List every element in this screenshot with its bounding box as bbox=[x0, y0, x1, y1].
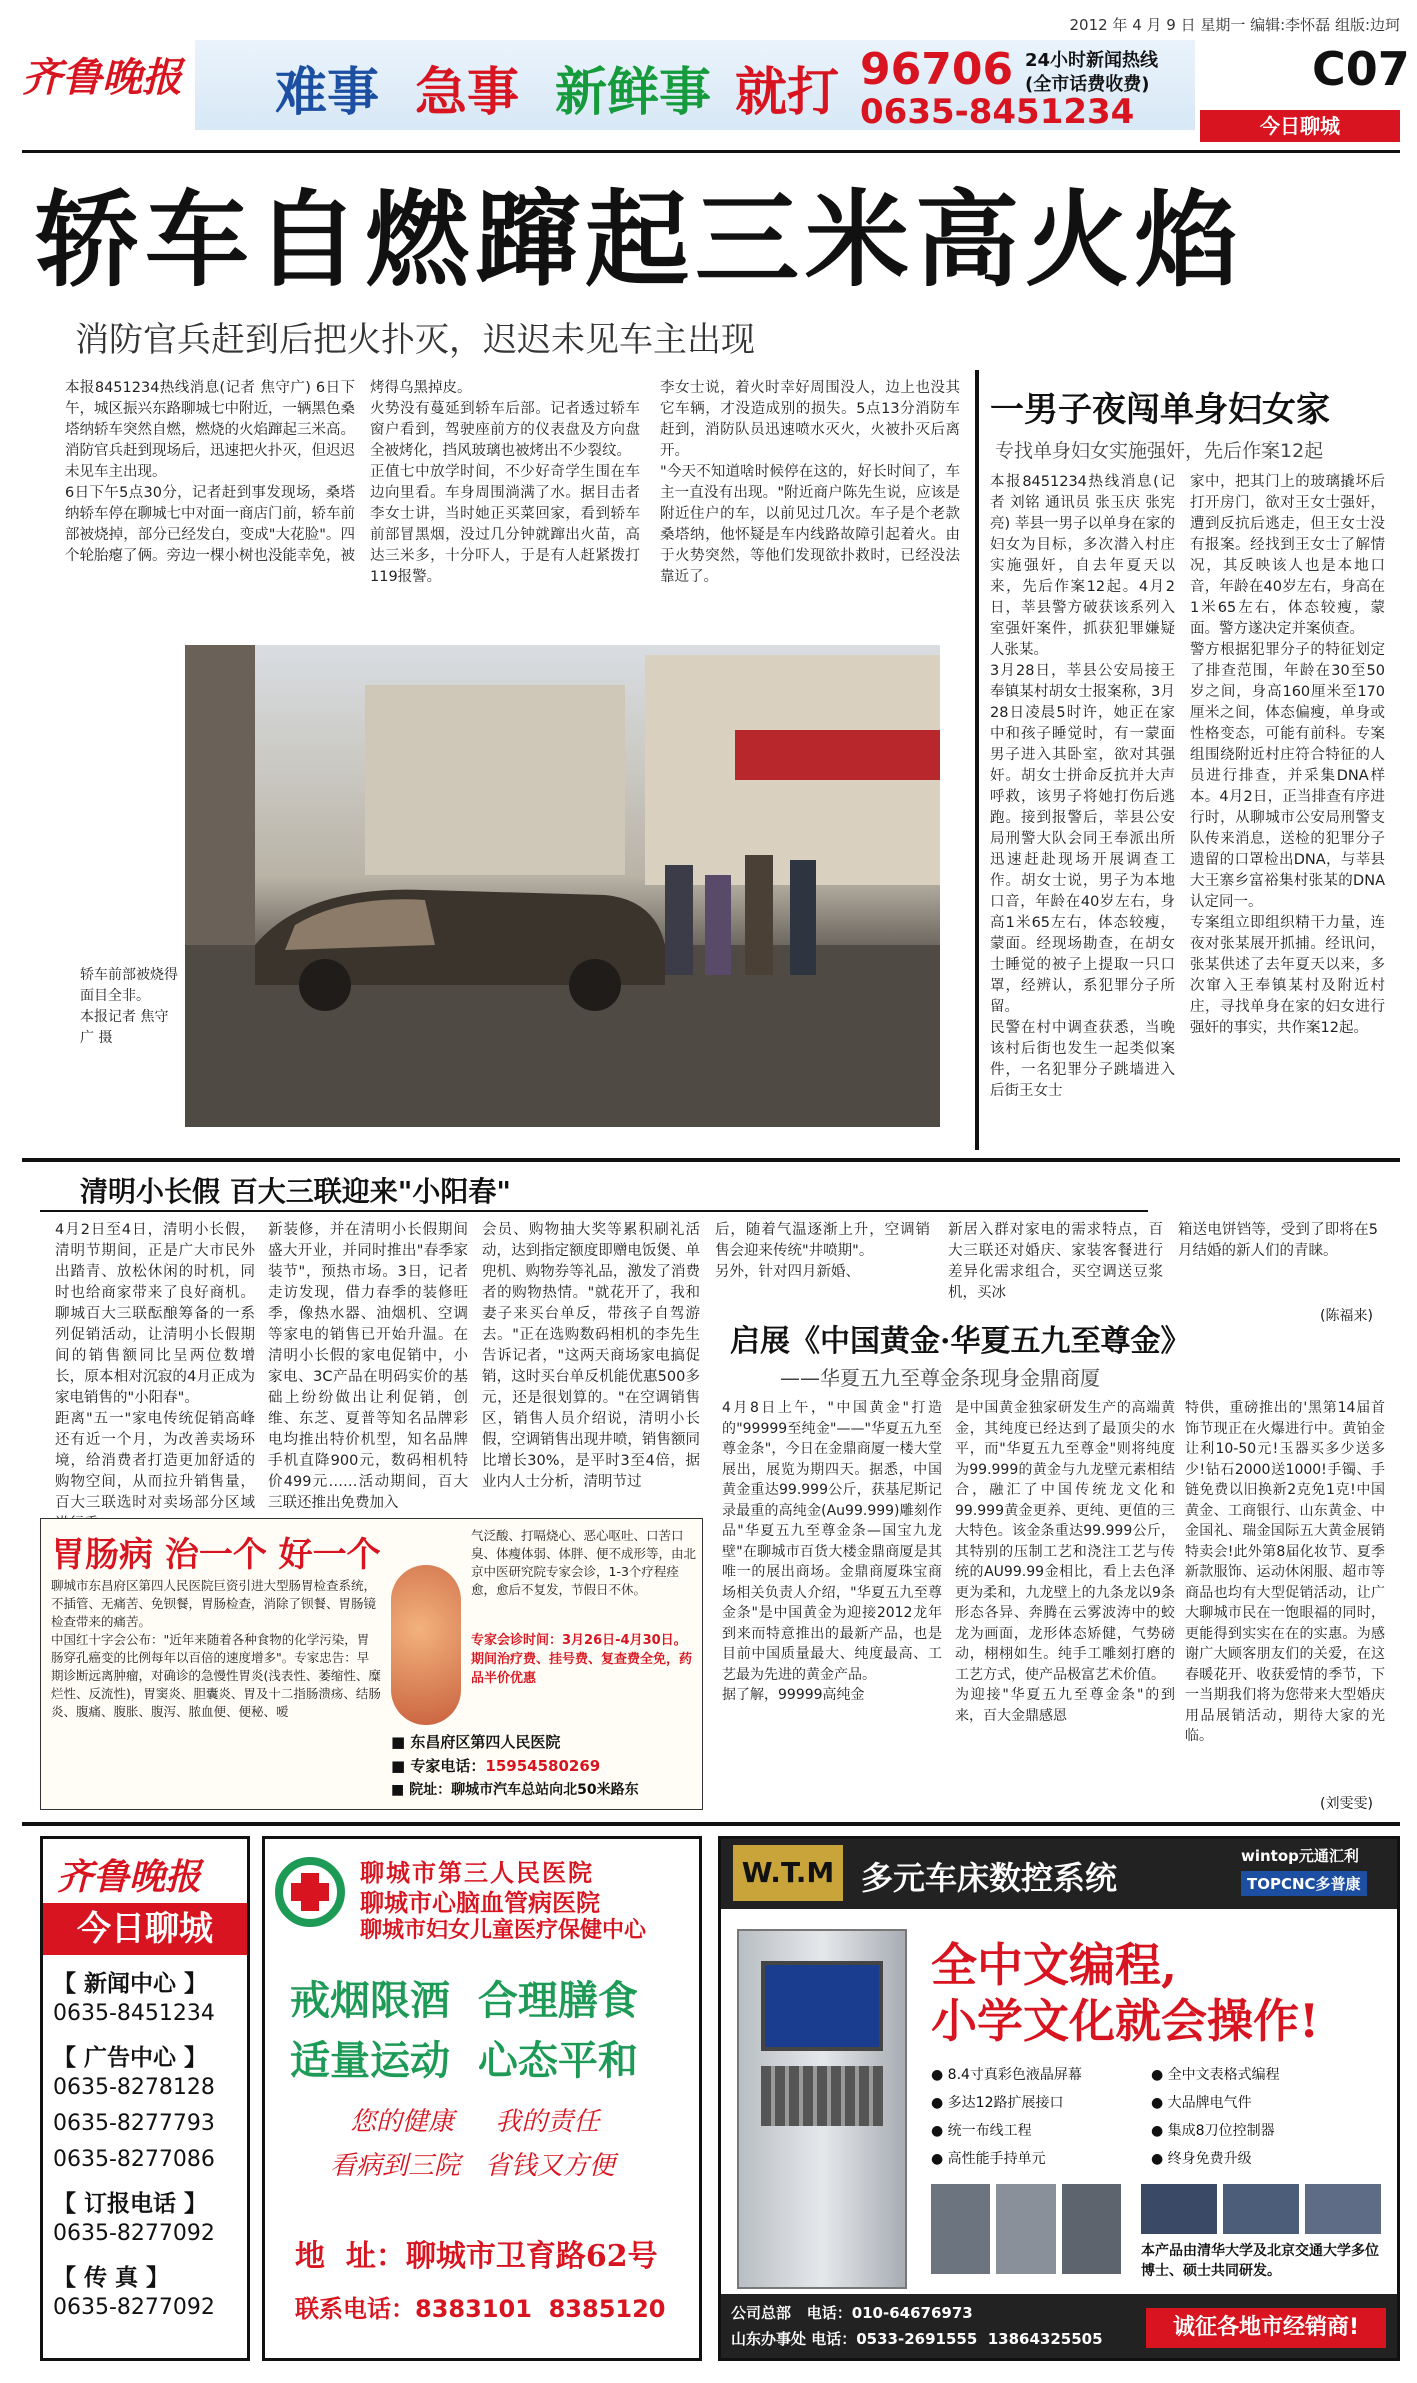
lead-col-2: 烤得乌黑掉皮。 火势没有蔓延到轿车后部。记者透过轿车窗户看到，驾驶座前方的仪表盘及方向盘全被烤化，挡风玻璃也被烤出不少裂纹。 正值七中放学时间，不少好奇学生围在车边向里看。车身周围淌满了水。据目击者李女士讲，当时她正买菜回家，看到轿车前部冒黑烟，没过几分钟就蹿出火苗，高达三米多，十分吓人，于是有人赶紧拨打119报警。 bbox=[370, 380, 640, 585]
qingming-byline: (陈福来) bbox=[1320, 1308, 1373, 1324]
cnc-device-gallery bbox=[1141, 2184, 1381, 2234]
qingming-header bbox=[40, 1168, 1148, 1212]
lead-col-3: 李女士说，着火时幸好周围没人，边上也没其它车辆，才没造成别的损失。5点13分消防车赶到，消防队员迅速喷水灭火，火被扑灭后离开。 "今天不知道啥时候停在这的，好长时间了，车主一直没有出现。"附近商户陈先生说，应该是附近住户的车，以前见过几次。车子是个老款桑塔纳，他怀疑是车内线路故障引起着火。由于火势突然，等他们发现欲扑救时，已经没法靠近了。 bbox=[660, 380, 960, 585]
cnc-feature-text: 高性能手持单元 bbox=[947, 2151, 1046, 2167]
header-rule bbox=[22, 150, 1400, 153]
cnc-screen bbox=[761, 1961, 883, 2051]
qingming-headline: 清明小长假 百大三联迎来"小阳春" bbox=[80, 1175, 511, 1208]
stomach-ad-consult: 专家会诊时间：3月26日-4月30日。期间治疗费、挂号费、复查费全免，药品半价优惠 bbox=[471, 1633, 693, 1686]
hospital-name-2: 聊城市心脑血管病医院 bbox=[360, 1888, 600, 1917]
cnc-feature-text: 8.4寸真彩色液晶屏幕 bbox=[947, 2067, 1082, 2083]
stomach-ad-phone-row: ■ 专家电话：15954580269 bbox=[391, 1757, 601, 1775]
slogan-2: 急事 bbox=[415, 63, 520, 123]
section-tag: 今日聊城 bbox=[1200, 110, 1400, 142]
cnc-feature-text: 统一布线工程 bbox=[947, 2123, 1032, 2139]
date-line: 2012 年 4 月 9 日 星期一 编辑:李怀磊 组版:边珂 bbox=[1069, 16, 1400, 34]
slogan-1: 难事 bbox=[275, 63, 380, 123]
photo-caption: 轿车前部被烧得面目全非。 本报记者 焦守广 摄 bbox=[80, 967, 178, 1046]
cnc-hq-phone: 电话：010-64676973 bbox=[806, 2304, 973, 2322]
qingming-col-6: 箱送电饼铛等，受到了即将在5月结婚的新人们的青睐。 bbox=[1178, 1222, 1378, 1259]
cnc-feature: ● 集成8刀位控制器 bbox=[1151, 2123, 1275, 2139]
cross-horizontal bbox=[291, 1883, 329, 1901]
cnc-feature-text: 集成8刀位控制器 bbox=[1167, 2123, 1275, 2139]
gold-headline: 启展《中国黄金·华夏五九至尊金》 bbox=[730, 1324, 1191, 1359]
hospital-slogan-2: 适量运动 心态平和 bbox=[290, 2037, 638, 2084]
subscription-label: 【 订报电话 】 bbox=[53, 2191, 208, 2217]
gold-col-2: 是中国黄金独家研发生产的高端黄金，其纯度已经达到了最顶尖的水平，而"华夏五九至尊金"则将纯度为99.999的黄金与九龙壁元素相结合，融汇了中国传统龙文化和99.999黄金更养、更纯、更值的三大特色。该金条重达99.999公斤，其特别的压制工艺和浇注工艺与传统的AU99.99金相比，看上去色泽更为柔和，九龙壁上的九条龙以9条形态各异、奔腾在云雾波涛中的蛟龙为画面，龙形体态矫健，气势磅动，栩栩如生。纯手工雕刻打磨的工艺方式，使产品极富艺术价值。 为迎接"华夏五九至尊金条"的到来，百大金鼎感恩 bbox=[955, 1400, 1175, 1724]
stomach-ad-symptoms: 气泛酸、打嗝烧心、恶心呕吐、口苦口臭、体瘦体弱、体胖、便不成形等，由北京中医研究院专家会诊，1-3个疗程痊愈，愈后不复发，节假日不休。 bbox=[471, 1528, 697, 1597]
stomach-ad-hospital: ■ 东昌府区第四人民医院 bbox=[391, 1733, 561, 1751]
contact-box bbox=[40, 1836, 250, 2361]
hospital-logo-icon bbox=[275, 1857, 345, 1927]
page-header bbox=[0, 0, 1417, 160]
cnc-feature: ● 8.4寸真彩色液晶屏幕 bbox=[931, 2067, 1082, 2083]
lead-subhead: 消防官兵赶到后把火扑灭，迟迟未见车主出现 bbox=[75, 320, 755, 360]
hotline-note-1: 24小时新闻热线 bbox=[1025, 50, 1159, 71]
cnc-features-left bbox=[931, 2061, 1082, 2173]
cnc-partner-2: TOPCNC多普康 bbox=[1241, 1871, 1367, 1896]
hospital-tag-1: 您的健康 我的责任 bbox=[350, 2107, 600, 2137]
lead-bottom-rule bbox=[22, 1158, 1400, 1162]
cnc-part-photo bbox=[1062, 2184, 1121, 2274]
building-left bbox=[365, 685, 625, 875]
hospital-name-3: 聊城市妇女儿童医疗保健中心 bbox=[360, 1917, 647, 1943]
stomach-ad-hospital-name: 东昌府区第四人民医院 bbox=[410, 1733, 561, 1751]
stomach-ad-address: 聊城市汽车总站向北50米路东 bbox=[451, 1782, 639, 1798]
hospital-phone: 8383101 8385120 bbox=[415, 2295, 666, 2323]
gold-col-3: 特供，重磅推出的'黑第14届首饰节现正在火爆进行中。黄铂金让利10-50元!玉器买多少送多少!钻石2000送1000!手镯、手链免费以旧换新2克免1克!中国黄金、工商银行、山东黄金、中金国礼、瑞金国际五大黄金展销特卖会!此外第8届化妆节、夏季新款服饰、运动休闲服、超市等商品也均有大型促销活动，让广大聊城市民在一饱眼福的同时，更能得到实实在在的实惠。为感谢广大顾客朋友们的关爱，在这春暖花开、收获爱情的季节，下一当期我们将为您带来大型婚庆用品展销活动，期待大家的光临。 bbox=[1185, 1400, 1385, 1744]
cnc-part-photo bbox=[996, 2184, 1055, 2274]
stomach-ad-address-label: 院址： bbox=[409, 1782, 452, 1798]
cnc-features-right bbox=[1151, 2061, 1280, 2173]
slogan-3: 新鲜事 bbox=[555, 63, 712, 123]
lead-col-1: 本报8451234热线消息(记者 焦守广) 6日下午，城区振兴东路聊城七中附近，一辆黑色桑塔纳轿车突然自燃，燃烧的火焰蹿起三米高。消防官兵赶到现场后，迅速把火扑灭，但迟迟未见车主出现。 6日下午5点30分，记者赶到事发现场，桑塔纳轿车停在聊城七中对面一商店门前，轿车前部被烧掉，部分已经发白，变成"大花脸"。四个轮胎瘪了俩。旁边一棵小树也没能幸免，被 bbox=[65, 380, 355, 564]
paper-name: 齐鲁晚报 bbox=[22, 54, 182, 101]
cnc-part-photo bbox=[931, 2184, 990, 2274]
qingming-col-3: 会员、购物抽大奖等累积刷礼活动，达到指定额度即赠电饭煲、单兜机、购物券等礼品，激发了消费者的购物热情。"就花开了，我和妻子来买台单反，带孩子自驾游去。"正在选购数码相机的李先生告诉记者，"这两天商场家电搞促销，这时买台单反机能优惠500多元，还是很划算的。"在空调销售区，销售人员介绍说，清明小长假，空调销售出现井喷，销售额同比增长30%，是平时3至4倍，据业内人士分析，清明节过 bbox=[482, 1222, 700, 1490]
cnc-feature-text: 全中文表格式编程 bbox=[1167, 2067, 1280, 2083]
cnc-parts-gallery bbox=[931, 2184, 1121, 2274]
ad-center-label: 【 广告中心 】 bbox=[53, 2045, 208, 2071]
news-center-phone: 0635-8451234 bbox=[53, 2001, 215, 2026]
cnc-sd-label: 山东办事处 bbox=[731, 2330, 807, 2348]
cnc-research-note: 本产品由清华大学及北京交通大学多位博士、硕士共同研发。 bbox=[1141, 2243, 1379, 2279]
cnc-sd-phone: 电话：0533-2691555 13864325505 bbox=[811, 2330, 1103, 2348]
slogan-4: 就打 bbox=[735, 63, 840, 123]
cnc-feature: ● 高性能手持单元 bbox=[931, 2151, 1046, 2167]
person-4 bbox=[790, 860, 816, 975]
cnc-feature: ● 统一布线工程 bbox=[931, 2123, 1032, 2139]
stomach-ad-address-row: ■ 院址：聊城市汽车总站向北50米路东 bbox=[391, 1782, 639, 1798]
ad-phone-2: 0635-8277793 bbox=[53, 2111, 215, 2136]
hospital-address: 聊城市卫育路62号 bbox=[405, 2239, 658, 2274]
gold-col-1: 4月8日上午，"中国黄金"打造的"99999至纯金"——"华夏五九至尊金条"，今日在金鼎商厦一楼大堂展出，展览为期四天。据悉，中国黄金重达99.999公斤，获基尼斯记录最重的高纯金(Au99.999)雕刻作品"华夏五九至尊金条—国宝九龙壁"在聊城市百货大楼金鼎商厦是其唯一的展出商场。金鼎商厦珠宝商场相关负责人介绍，"华夏五九至尊金条"是中国黄金为迎接2012龙年到来而特意推出的最新产品，也是目前中国质量最大、纯度最高、工艺最为先进的黄金产品。 据了解，99999高纯金 bbox=[722, 1400, 942, 1703]
hotline-short: 96706 bbox=[860, 44, 1014, 95]
side-col-2: 家中，把其门上的玻璃撬坏后打开房门，欲对王女士强奸，遭到反抗后逃走，但王女士没有报案。经找到王女士了解情况，其反映该人也是本地口音，年龄在40岁左右，身高在1米65左右，体态较瘦，蒙面。警方遂决定并案侦查。 警方根据犯罪分子的特征划定了排查范围，年龄在30至50岁之间，身高160厘米至170厘米之间，体态偏瘦，单身或性格变态，可能有前科。专案组围绕附近村庄符合特征的人员进行排查，并采集DNA样本。4月2日，正当排查有序进行时，从聊城市公安局刑警支队传来消息，送检的犯罪分子遗留的口罩检出DNA，与莘县大王寨乡富裕集村张某的DNA认定同一。 专案组立即组织精干力量，连夜对张某展开抓捕。经讯问，张某供述了去年夏天以来，多次窜入王奉镇某村及附近村庄，寻找单身在家的妇女进行强奸的事实，共作案12起。 bbox=[1190, 474, 1385, 1036]
lead-headline: 轿车自燃蹿起三米高火焰 bbox=[35, 178, 1246, 301]
cnc-brand: W.T.M bbox=[733, 1845, 843, 1901]
side-col-1: 本报8451234热线消息(记者 刘铭 通讯员 张玉庆 张宪亮) 莘县一男子以单身在家的妇女为目标，多次潜入村庄实施强奸，自去年夏天以来，先后作案12起。4月2日，莘县警方破获该系列入室强奸案件，抓获犯罪嫌疑人张某。 3月28日，莘县公安局接王奉镇某村胡女士报案称，3月28日凌晨5时许，她正在家中和孩子睡觉时，有一蒙面男子进入其卧室，欲对其强奸。胡女士拼命反抗并大声呼救，该男子将她打伤后逃跑。接到报警后，莘县公安局刑警大队会同王奉派出所迅速赶赴现场开展调查工作。胡女士说，男子为本地口音，年龄在40岁左右，身高1米65左右，体态较瘦，蒙面。经现场勘查，在胡女士睡觉的被子上提取一只口罩，经辨认，系犯罪分子所留。 民警在村中调查获悉，当晚该村后街也发生一起类似案件，一名犯罪分子跳墙进入后街王女士 bbox=[990, 474, 1175, 1099]
fax-phone: 0635-8277092 bbox=[53, 2295, 215, 2320]
person-3 bbox=[745, 855, 773, 975]
stomach-ad-text-1: 聊城市东昌府区第四人民医院巨资引进大型肠胃检查系统，不插管、无痛苦、免钡餐，胃肠检查，消除了钡餐、胃肠镜检查带来的痛苦。 bbox=[51, 1578, 377, 1629]
shop-sign bbox=[735, 730, 940, 780]
cnc-partner-1: wintop元通汇利 bbox=[1241, 1847, 1359, 1865]
qingming-col-4: 后，随着气温逐渐上升，空调销售会迎来传统"井喷期"。 另外，针对四月新婚、 bbox=[715, 1222, 930, 1280]
ad-phone-3: 0635-8277086 bbox=[53, 2147, 215, 2172]
cnc-ad-footer bbox=[721, 2294, 1397, 2358]
stomach-ad-text-2: 中国红十字会公布："近年来随着各种食物的化学污染，胃肠穿孔癌变的比例每年以百倍的速度增多"。专家忠告：早期诊断远离肿瘤，对确诊的急慢性胃炎(浅表性、萎缩性、糜烂性、反流性)，胃窦炎、胆囊炎、胃及十二指肠溃疡、结肠炎、腹痛、腹胀、腹泻、脓血便、便秘、嗳 bbox=[51, 1632, 381, 1719]
burned-car-illustration bbox=[185, 645, 940, 1127]
qingming-col-5: 新居入群对家电的需求特点，百大三联还对婚庆、家装客餐进行差异化需求组合，买空调送豆浆机，买冰 bbox=[948, 1222, 1163, 1301]
subscription-phone: 0635-8277092 bbox=[53, 2221, 215, 2246]
cnc-machine-image bbox=[737, 1929, 907, 2289]
gold-subhead: ——华夏五九至尊金条现身金鼎商厦 bbox=[780, 1366, 1100, 1390]
hotline-full: 0635-8451234 bbox=[860, 92, 1135, 132]
burned-car-photo bbox=[185, 645, 940, 1127]
cnc-headline-2: 小学文化就会操作! bbox=[931, 1994, 1320, 2048]
cnc-sd-row bbox=[731, 2328, 1103, 2349]
hospital-phone-label: 联系电话： bbox=[295, 2295, 415, 2323]
cnc-headline-1: 全中文编程, bbox=[931, 1938, 1178, 1992]
person-1 bbox=[665, 865, 693, 975]
cnc-keypad bbox=[761, 2066, 883, 2126]
hospital-address-label: 地 址： bbox=[295, 2239, 406, 2274]
side-headline: 一男子夜闯单身妇女家 bbox=[990, 390, 1330, 430]
cnc-dealers-wanted: 诚征各地市经销商! bbox=[1146, 2308, 1386, 2348]
hospital-tag-2: 看病到三院 省钱又方便 bbox=[330, 2151, 615, 2181]
cnc-feature: ● 大品牌电气件 bbox=[1151, 2095, 1252, 2111]
cnc-feature-text: 多达12路扩展接口 bbox=[947, 2095, 1064, 2111]
cnc-title: 多元车床数控系统 bbox=[861, 1859, 1118, 1897]
qingming-col-1: 4月2日至4日，清明小长假，清明节期间，正是广大市民外出踏青、放松休闲的时机，同时也给商家带来了良好商机。聊城百大三联酝酿筹备的一系列促销活动，让清明小长假期间的销售额同比呈两位数增长，原本相对沉寂的4月正成为家电销售的"小阳春"。 距离"五一"家电传统促销高峰还有近一个月，为改善卖场环境，给消费者打造更加舒适的购物空间，从而拉升销售量，百大三联选时对卖场部分区域 bbox=[55, 1222, 255, 1511]
hospital-address-row bbox=[295, 2231, 658, 2275]
hotline-note-2: (全市话费收费) bbox=[1025, 74, 1150, 95]
page-code: C07 bbox=[1312, 42, 1410, 96]
cnc-feature: ● 多达12路扩展接口 bbox=[931, 2095, 1064, 2111]
cnc-device-photo bbox=[1223, 2184, 1299, 2234]
cnc-feature-text: 大品牌电气件 bbox=[1167, 2095, 1252, 2111]
stomach-ad-title: 胃肠病 治一个 好一个 bbox=[51, 1535, 381, 1575]
ads-top-rule bbox=[22, 1822, 1400, 1826]
person-2 bbox=[705, 875, 731, 975]
cnc-feature: ● 终身免费升级 bbox=[1151, 2151, 1252, 2167]
stomach-organ-icon bbox=[391, 1565, 461, 1725]
side-subhead: 专找单身妇女实施强奸，先后作案12起 bbox=[995, 440, 1324, 462]
news-center-label: 【 新闻中心 】 bbox=[53, 1971, 208, 1997]
stomach-ad bbox=[40, 1518, 703, 1810]
stomach-ad-phone: 15954580269 bbox=[485, 1757, 601, 1775]
cnc-ad bbox=[718, 1836, 1400, 2361]
cnc-hq-label: 公司总部 bbox=[731, 2304, 792, 2322]
cnc-feature: ● 全中文表格式编程 bbox=[1151, 2067, 1280, 2083]
cnc-device-photo bbox=[1305, 2184, 1381, 2234]
side-divider bbox=[975, 370, 979, 1150]
contact-paper: 齐鲁晚报 bbox=[57, 1856, 202, 1898]
cnc-device-photo bbox=[1141, 2184, 1217, 2234]
ad-phone-1: 0635-8278128 bbox=[53, 2075, 215, 2100]
hospital-slogan-1: 戒烟限酒 合理膳食 bbox=[290, 1977, 638, 2024]
qingming-col-2: 新装修，并在清明小长假期间盛大开业，并同时推出"春季家装节"，预热市场。3日，记者走访发现，借力春季的装修旺季，像热水器、油烟机、空调等家电的销售已开始升温。在清明小长假的家电促销中，小家电、3C产品在明码实价的基础上纷纷做出让利促销，创维、东芝、夏普等知名品牌彩电均推出特价机型，知名品牌手机直降900元，数码相机特价499元……活动期间，百大三联还推出免费加入 bbox=[268, 1222, 468, 1511]
hospital-name-1: 聊城市第三人民医院 bbox=[360, 1858, 594, 1887]
contact-edition: 今日聊城 bbox=[43, 1903, 247, 1955]
stomach-ad-phone-label: 专家电话： bbox=[410, 1757, 486, 1775]
fax-label: 【 传 真 】 bbox=[53, 2265, 170, 2291]
rear-wheel bbox=[569, 959, 621, 1011]
hospital-phone-row bbox=[295, 2289, 666, 2324]
cnc-hq-row bbox=[731, 2302, 973, 2323]
hospital-ad bbox=[262, 1836, 702, 2361]
cnc-feature-text: 终身免费升级 bbox=[1167, 2151, 1252, 2167]
cnc-ad-header bbox=[721, 1839, 1397, 1909]
gold-byline: (刘雯雯) bbox=[1320, 1796, 1373, 1812]
front-wheel bbox=[299, 959, 351, 1011]
hotline-banner bbox=[195, 40, 1195, 130]
